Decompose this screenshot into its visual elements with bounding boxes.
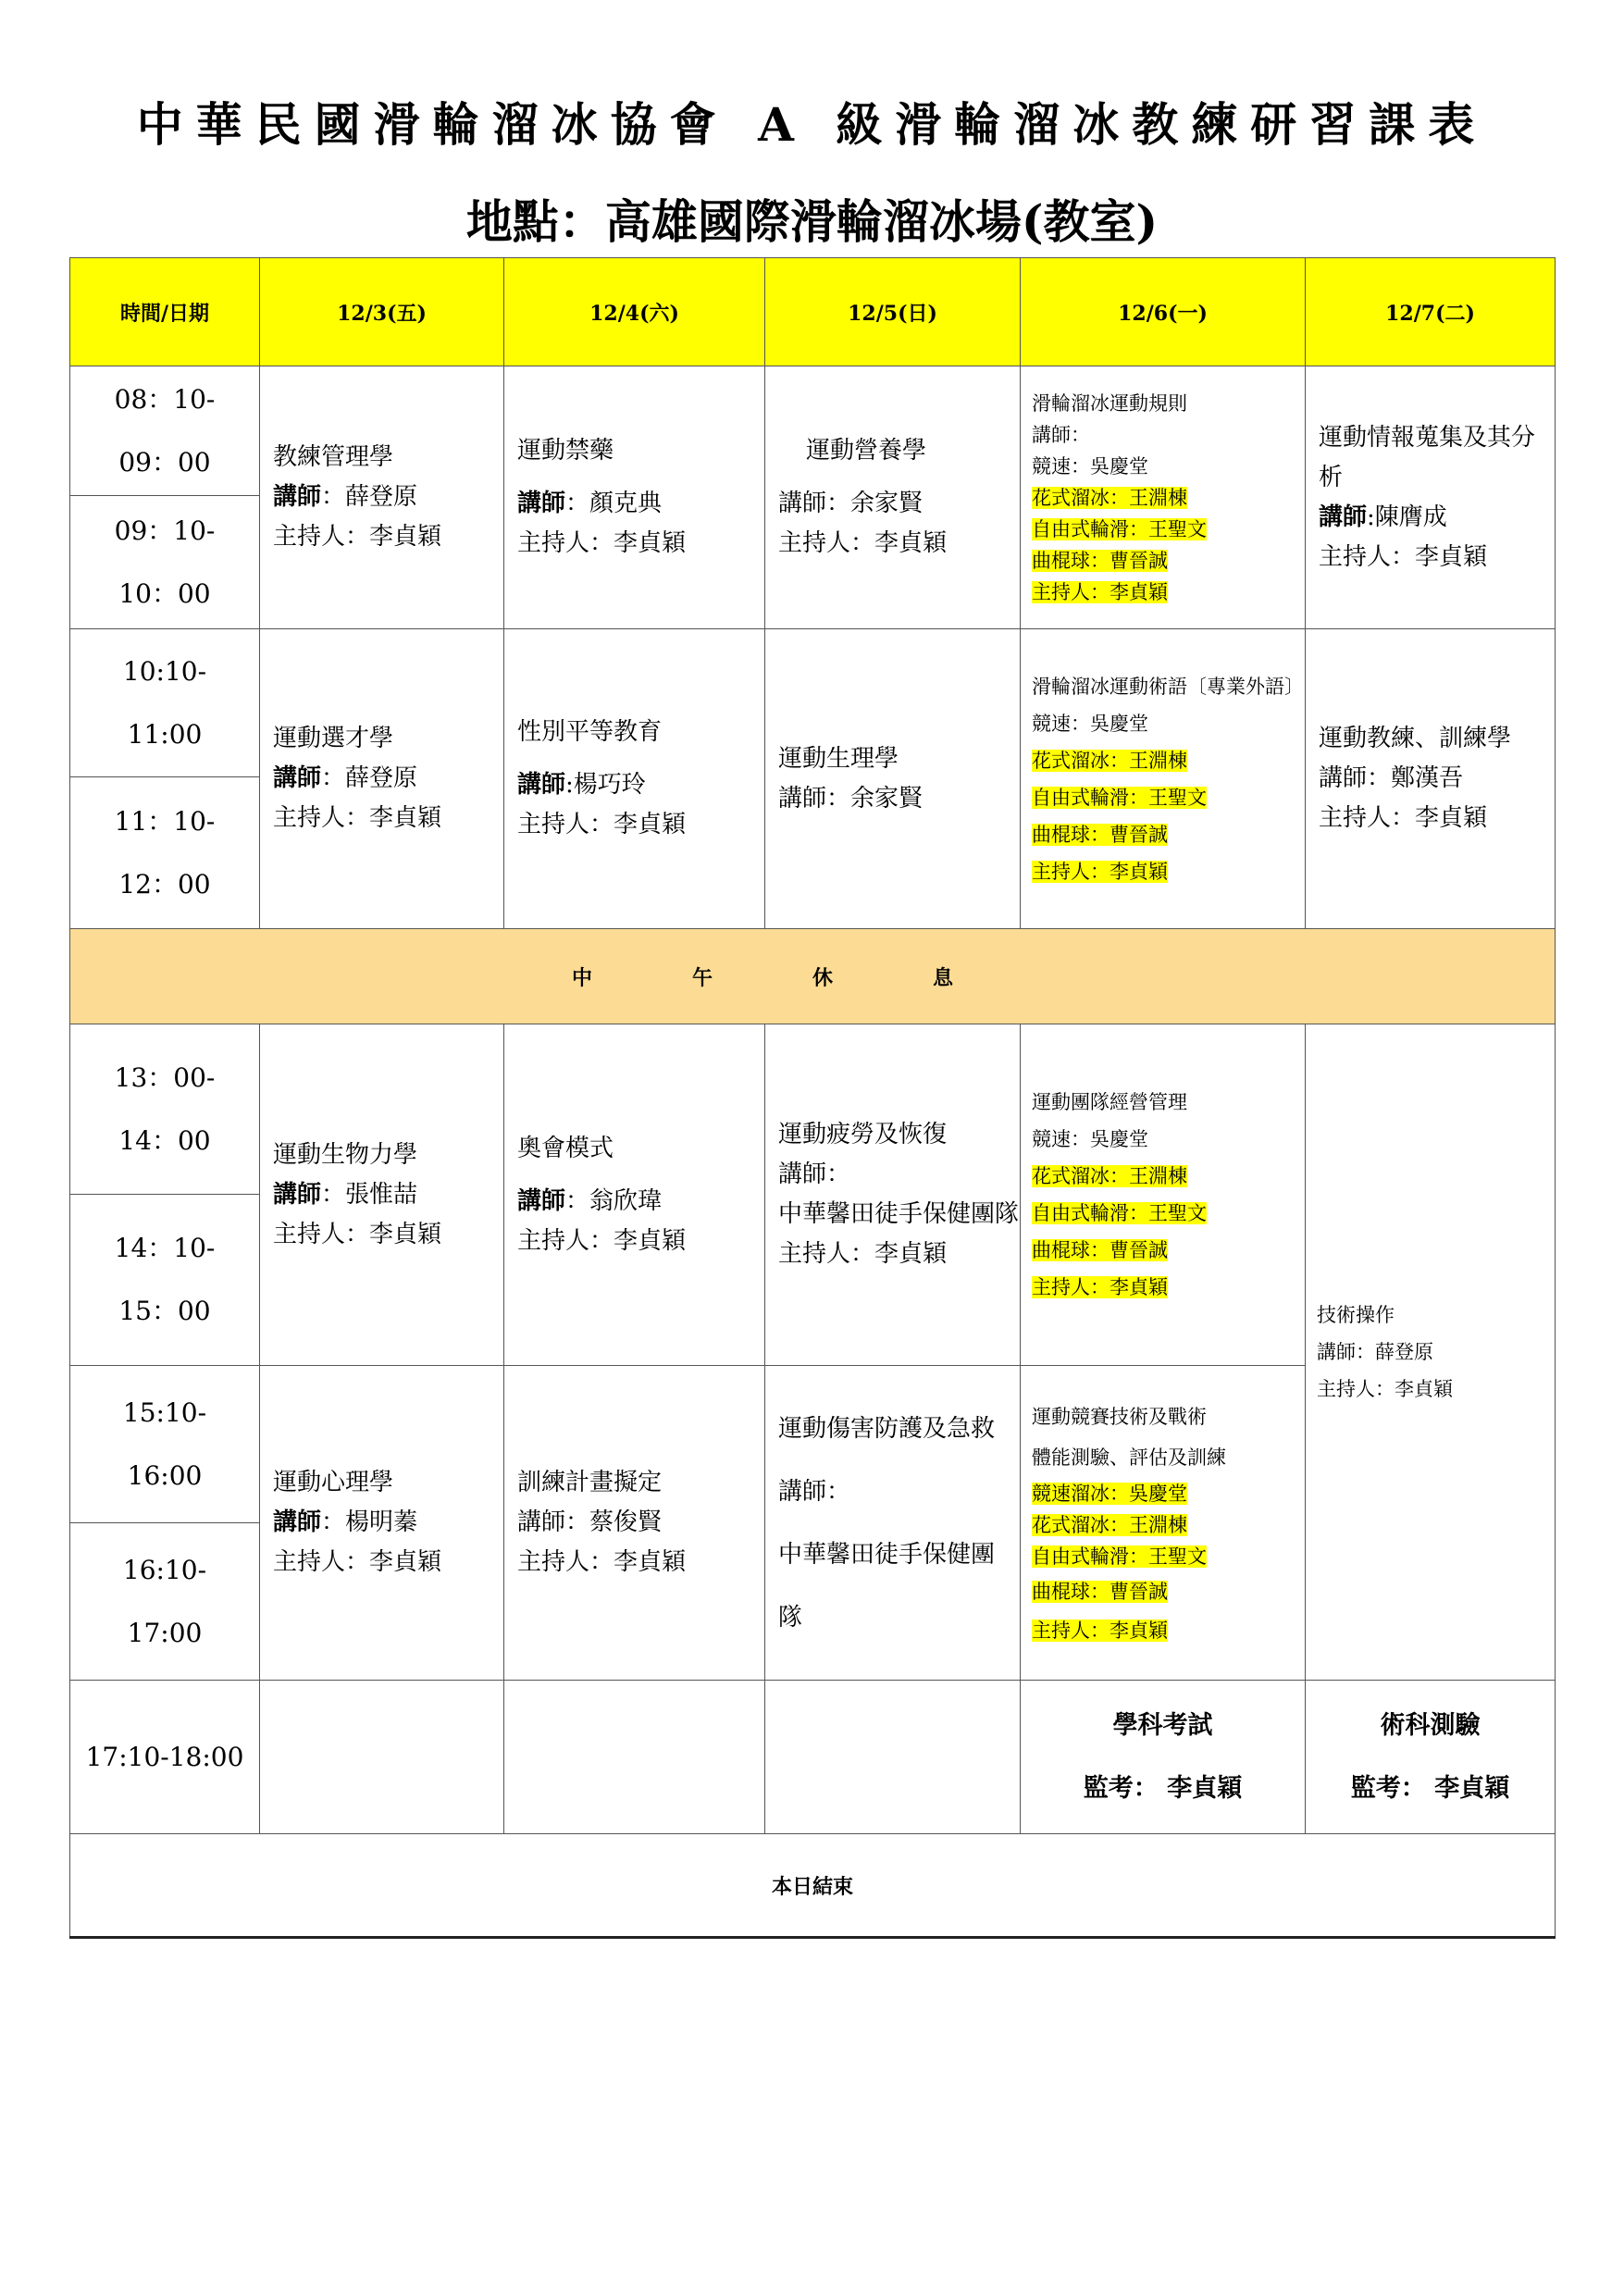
time-slot: 10:10- 11:00 [70, 629, 260, 777]
session-cell: 運動傷害防護及急救 講師： 中華馨田徒手保健團隊 [765, 1366, 1021, 1681]
session-cell: 性別平等教育 講師:楊巧玲 主持人：李貞穎 [504, 629, 765, 929]
location-subtitle: 地點：高雄國際滑輪溜冰場(教室) [465, 194, 1159, 249]
session-cell: 運動教練、訓練學 講師：鄭漢吾 主持人：李貞穎 [1306, 629, 1556, 929]
header-time-date: 時間/日期 [70, 258, 260, 366]
exam-cell: 術科測驗 監考： 李貞穎 [1306, 1681, 1556, 1834]
header-day-3: 12/5(日) [765, 258, 1021, 366]
time-slot: 14：10- 15：00 [70, 1195, 260, 1366]
session-cell: 運動選才學 講師：薛登原 主持人：李貞穎 [260, 629, 504, 929]
header-day-1: 12/3(五) [260, 258, 504, 366]
time-slot: 11：10- 12：00 [70, 777, 260, 929]
session-cell: 技術操作 講師：薛登原 主持人：李貞穎 [1306, 1024, 1556, 1681]
session-cell: 運動情報蒐集及其分析 講師:陳膺成 主持人：李貞穎 [1306, 366, 1556, 629]
session-cell: 奧會模式 講師：翁欣瑋 主持人：李貞穎 [504, 1024, 765, 1366]
lunch-break-row [70, 929, 1556, 1024]
session-cell: 運動競賽技術及戰術 體能測驗、評估及訓練 競速溜冰：吳慶堂 花式溜冰：王淵棟 自由式輪滑：王聖文 曲棍球：曹晉誠 主持人：李貞穎 [1021, 1366, 1306, 1681]
empty-cell [765, 1681, 1021, 1834]
header-day-5: 12/7(二) [1306, 258, 1556, 366]
lunch-break: 中午休息 [70, 929, 1556, 1024]
time-slot: 17:10-18:00 [70, 1681, 260, 1834]
schedule-table [69, 257, 1556, 1939]
session-cell: 運動團隊經營管理 競速：吳慶堂 花式溜冰：王淵棟 自由式輪滑：王聖文 曲棍球：曹晉誠 主持人：李貞穎 [1021, 1024, 1306, 1366]
session-cell: 滑輪溜冰運動規則 講師： 競速：吳慶堂 花式溜冰：王淵棟 自由式輪滑：王聖文 曲棍球：曹晉誠 主持人：李貞穎 [1021, 366, 1306, 629]
exam-cell: 學科考試 監考： 李貞穎 [1021, 1681, 1306, 1834]
time-slot: 08：10- 09：00 [70, 366, 260, 496]
time-slot: 16:10- 17:00 [70, 1523, 260, 1681]
session-cell: 訓練計畫擬定 講師：蔡俊賢 主持人：李貞穎 [504, 1366, 765, 1681]
page-title: 中華民國滑輪溜冰協會 A 級滑輪溜冰教練研習課表 [136, 97, 1488, 152]
session-cell: 運動禁藥 講師：顏克典 主持人：李貞穎 [504, 366, 765, 629]
time-slot: 15:10- 16:00 [70, 1366, 260, 1523]
session-cell: 運動心理學 講師：楊明蓁 主持人：李貞穎 [260, 1366, 504, 1681]
session-cell: 滑輪溜冰運動術語〔專業外語〕 競速：吳慶堂 花式溜冰：王淵棟 自由式輪滑：王聖文 曲棍球：曹晉誠 主持人：李貞穎 [1021, 629, 1306, 929]
end-row [70, 1834, 1556, 1938]
session-cell: 運動疲勞及恢復 講師： 中華馨田徒手保健團隊 主持人：李貞穎 [765, 1024, 1021, 1366]
time-slot: 13：00- 14：00 [70, 1024, 260, 1195]
header-day-4: 12/6(一) [1021, 258, 1306, 366]
empty-cell [504, 1681, 765, 1834]
session-cell: 運動生理學 講師：余家賢 [765, 629, 1021, 929]
empty-cell [260, 1681, 504, 1834]
session-cell: 運動營養學 講師：余家賢 主持人：李貞穎 [765, 366, 1021, 629]
session-cell: 教練管理學 講師：薛登原 主持人：李貞穎 [260, 366, 504, 629]
header-day-2: 12/4(六) [504, 258, 765, 366]
header-row [70, 258, 1556, 366]
end-of-day: 本日結束 [70, 1834, 1556, 1938]
session-cell: 運動生物力學 講師：張惟喆 主持人：李貞穎 [260, 1024, 504, 1366]
time-slot: 09：10- 10：00 [70, 496, 260, 629]
